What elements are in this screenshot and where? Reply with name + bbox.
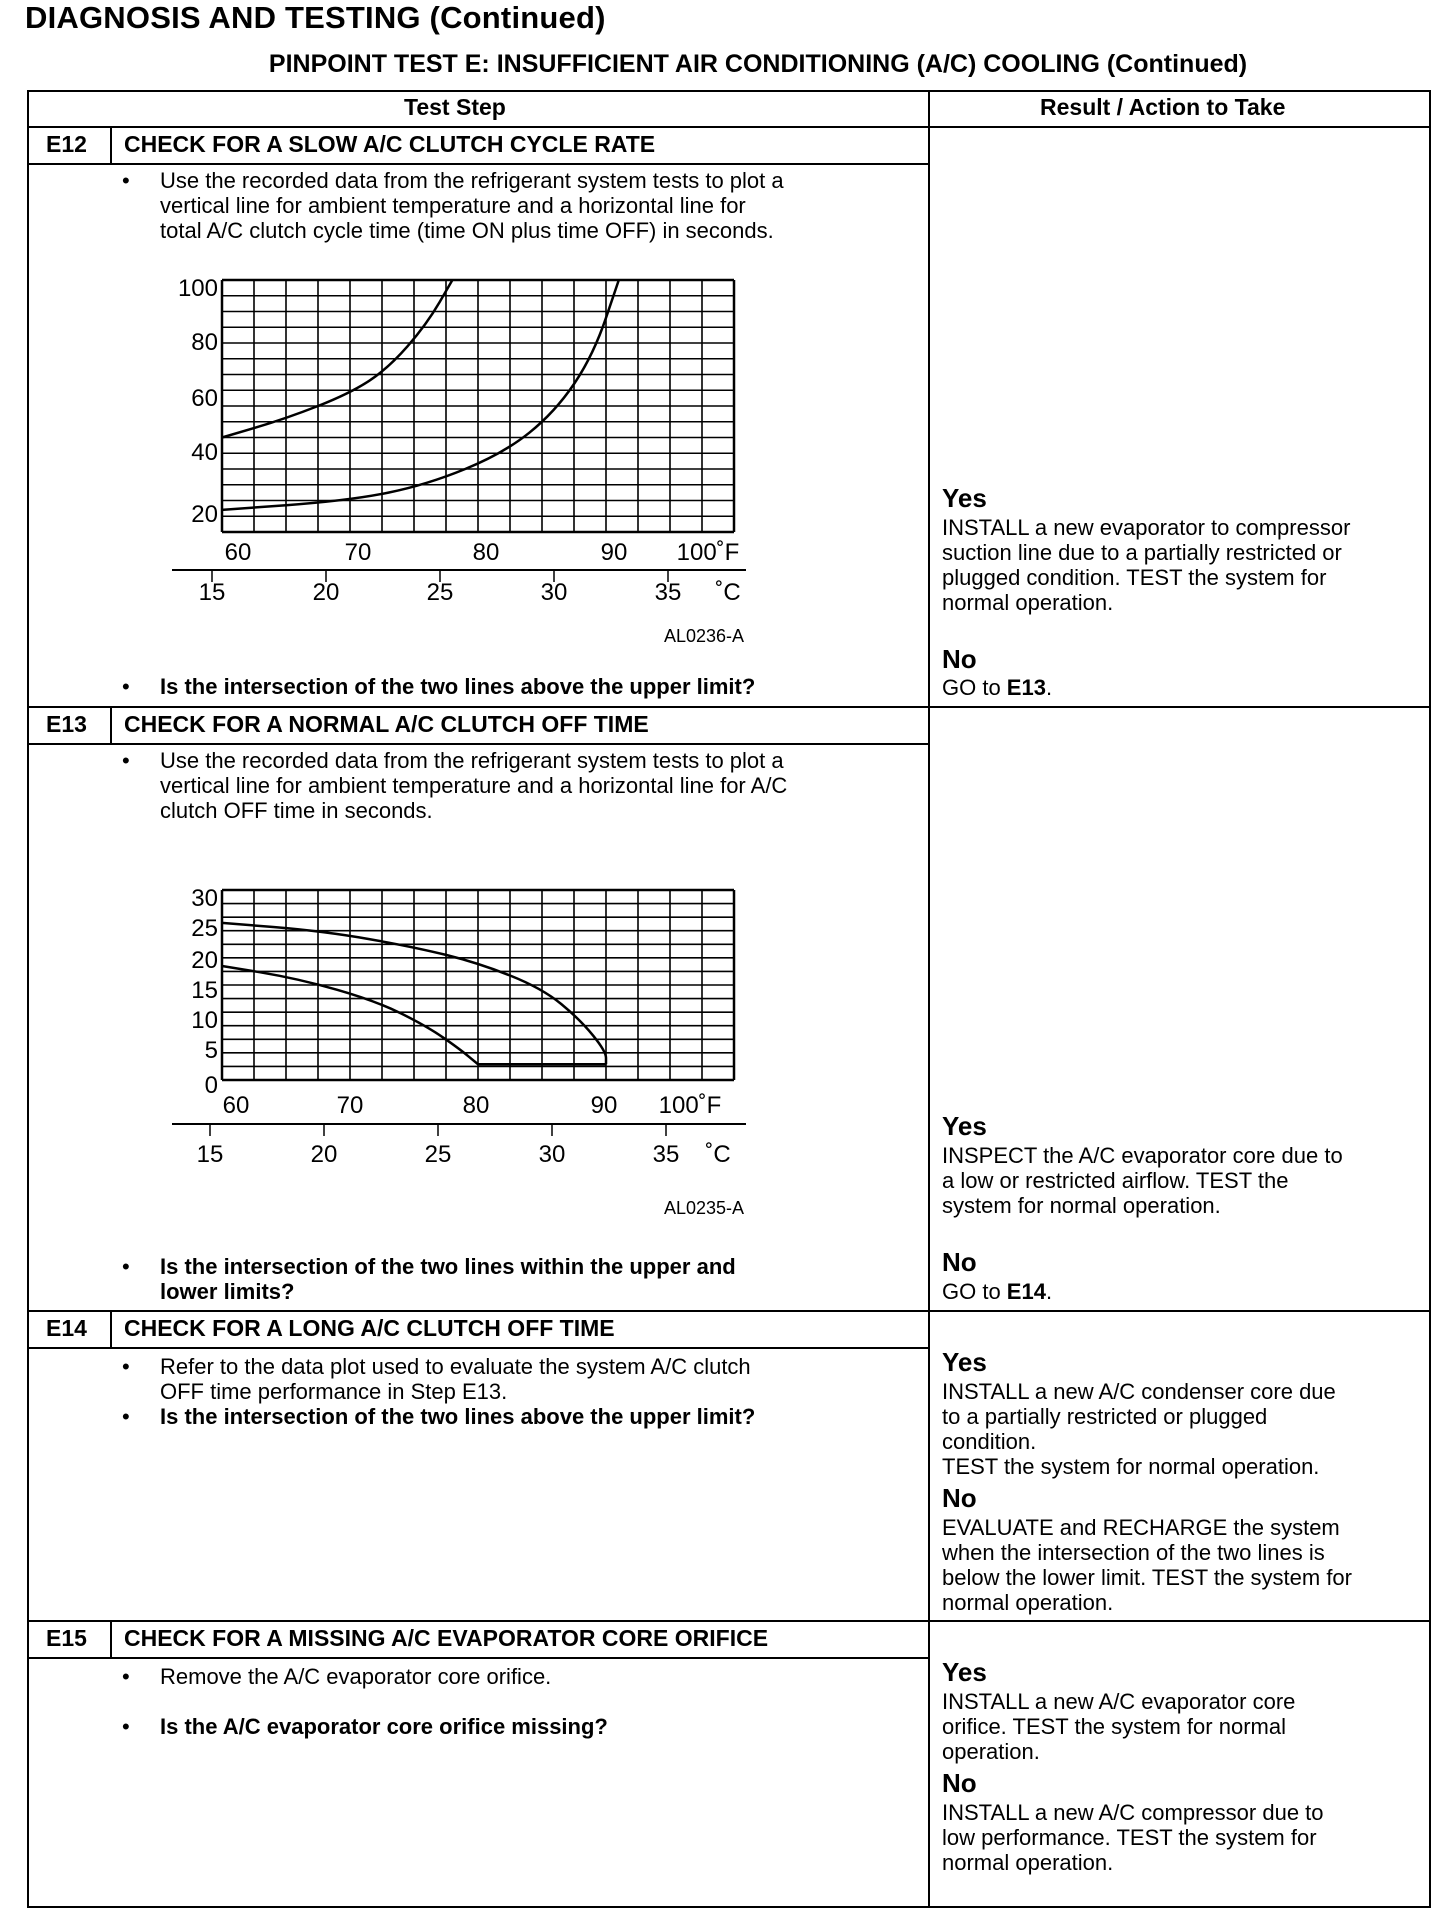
y-tick-label: 20 bbox=[191, 947, 218, 974]
no-label: No bbox=[942, 1483, 977, 1513]
no-text: when the intersection of the two lines is bbox=[942, 1540, 1325, 1565]
step-reference[interactable]: E14 bbox=[1006, 1279, 1046, 1304]
bullet: • bbox=[122, 1354, 130, 1379]
yes-label: Yes bbox=[942, 1657, 987, 1687]
step-code: E15 bbox=[46, 1625, 87, 1651]
x-tick-label-c: 20 bbox=[312, 579, 340, 606]
x-tick-label-c: 25 bbox=[426, 579, 454, 606]
yes-text: orifice. TEST the system for normal bbox=[942, 1714, 1286, 1739]
yes-label: Yes bbox=[942, 483, 987, 513]
step-code: E12 bbox=[46, 131, 87, 157]
x-tick-label-f: 90 bbox=[590, 1092, 618, 1119]
no-text: INSTALL a new A/C compressor due to bbox=[942, 1800, 1324, 1825]
x-axis-unit-c: ˚C bbox=[705, 1141, 731, 1168]
no-label: No bbox=[942, 1247, 977, 1277]
bullet: • bbox=[122, 168, 130, 193]
step-question: Is the intersection of the two lines above the upper limit? bbox=[160, 1404, 756, 1429]
step-text: Use the recorded data from the refrigerant system tests to plot a bbox=[160, 748, 784, 773]
step-text: vertical line for ambient temperature and a horizontal line for A/C bbox=[160, 773, 788, 798]
y-tick-label: 80 bbox=[191, 329, 218, 356]
limit-curve bbox=[222, 280, 619, 510]
step-question: Is the intersection of the two lines within the upper and bbox=[160, 1254, 736, 1279]
e14-rule bbox=[27, 1310, 1431, 1312]
clutch-cycle-chart bbox=[150, 270, 770, 650]
x-tick-label-c: 25 bbox=[424, 1141, 452, 1168]
x-tick-label-c: 15 bbox=[196, 1141, 224, 1168]
step-text: vertical line for ambient temperature and a horizontal line for bbox=[160, 193, 746, 218]
yes-text: a low or restricted airflow. TEST the bbox=[942, 1168, 1289, 1193]
no-text: EVALUATE and RECHARGE the system bbox=[942, 1515, 1340, 1540]
yes-text: suction line due to a partially restricted or bbox=[942, 540, 1342, 565]
e15-title-rule bbox=[27, 1657, 929, 1659]
plot-grid bbox=[222, 280, 734, 532]
figure-id-label: AL0235-A bbox=[663, 1198, 744, 1218]
plot-grid bbox=[222, 890, 734, 1080]
x-tick-label-c: 20 bbox=[310, 1141, 338, 1168]
y-tick-label: 60 bbox=[191, 385, 218, 412]
yes-text: TEST the system for normal operation. bbox=[942, 1454, 1320, 1479]
yes-text: INSTALL a new A/C condenser core due bbox=[942, 1379, 1336, 1404]
x-tick-label-c: 30 bbox=[540, 579, 568, 606]
no-text: below the lower limit. TEST the system for bbox=[942, 1565, 1352, 1590]
step-title: CHECK FOR A NORMAL A/C CLUTCH OFF TIME bbox=[124, 711, 649, 737]
no-text: GO to E13. bbox=[942, 675, 1053, 700]
bullet: • bbox=[122, 674, 130, 699]
yes-text: operation. bbox=[942, 1739, 1040, 1764]
clutch-off-time-chart bbox=[150, 880, 770, 1240]
no-label: No bbox=[942, 1768, 977, 1798]
no-text: normal operation. bbox=[942, 1590, 1114, 1615]
e13-rule bbox=[27, 706, 1431, 708]
yes-label: Yes bbox=[942, 1347, 987, 1377]
x-axis-unit-f: 100˚F bbox=[676, 539, 740, 566]
step-text: Refer to the data plot used to evaluate the system A/C clutch bbox=[160, 1354, 751, 1379]
yes-text: plugged condition. TEST the system for bbox=[942, 565, 1327, 590]
yes-text: to a partially restricted or plugged bbox=[942, 1404, 1268, 1429]
step-text: clutch OFF time in seconds. bbox=[160, 798, 433, 823]
step-text: Remove the A/C evaporator core orifice. bbox=[160, 1664, 552, 1689]
yes-text: condition. bbox=[942, 1429, 1037, 1454]
x-tick-label-f: 80 bbox=[462, 1092, 490, 1119]
no-label: No bbox=[942, 644, 977, 674]
code-divider-e14 bbox=[110, 1311, 112, 1349]
e13-title-rule bbox=[27, 743, 929, 745]
y-tick-label: 30 bbox=[191, 885, 218, 912]
y-tick-label: 100 bbox=[177, 275, 218, 302]
step-text: total A/C clutch cycle time (time ON plus time OFF) in seconds. bbox=[160, 218, 774, 243]
e14-title-rule bbox=[27, 1347, 929, 1349]
code-divider-e13 bbox=[110, 707, 112, 745]
step-question: lower limits? bbox=[160, 1279, 295, 1304]
column-divider bbox=[928, 90, 930, 1908]
bullet: • bbox=[122, 1664, 130, 1689]
y-tick-label: 0 bbox=[204, 1072, 218, 1099]
yes-label: Yes bbox=[942, 1111, 987, 1141]
step-question: Is the intersection of the two lines above the upper limit? bbox=[160, 674, 756, 699]
y-tick-label: 15 bbox=[191, 977, 218, 1004]
y-tick-label: 20 bbox=[191, 501, 218, 528]
step-title: CHECK FOR A LONG A/C CLUTCH OFF TIME bbox=[124, 1315, 615, 1341]
x-tick-label-f: 90 bbox=[600, 539, 628, 566]
step-question: Is the A/C evaporator core orifice missing? bbox=[160, 1714, 608, 1739]
x-tick-label-c: 15 bbox=[198, 579, 226, 606]
e12-title-rule bbox=[27, 163, 929, 165]
page-title: DIAGNOSIS AND TESTING (Continued) bbox=[25, 0, 606, 35]
pinpoint-test-title: PINPOINT TEST E: INSUFFICIENT AIR CONDITIONING (A/C) COOLING (Continued) bbox=[268, 50, 1248, 78]
code-divider-e12 bbox=[110, 127, 112, 165]
x-axis-unit-f: 100˚F bbox=[658, 1092, 722, 1119]
x-tick-label-f: 80 bbox=[472, 539, 500, 566]
step-title: CHECK FOR A MISSING A/C EVAPORATOR CORE ORIFICE bbox=[124, 1625, 769, 1651]
step-text: OFF time performance in Step E13. bbox=[160, 1379, 508, 1404]
no-text: low performance. TEST the system for bbox=[942, 1825, 1317, 1850]
code-divider-e15 bbox=[110, 1621, 112, 1659]
y-tick-label: 25 bbox=[191, 915, 218, 942]
bullet: • bbox=[122, 1404, 130, 1429]
yes-text: INSTALL a new A/C evaporator core bbox=[942, 1689, 1296, 1714]
x-tick-label-c: 30 bbox=[538, 1141, 566, 1168]
x-tick-label-f: 60 bbox=[224, 539, 252, 566]
yes-text: INSPECT the A/C evaporator core due to bbox=[942, 1143, 1343, 1168]
bullet: • bbox=[122, 1714, 130, 1739]
result-header: Result / Action to Take bbox=[1040, 94, 1286, 120]
yes-text: system for normal operation. bbox=[942, 1193, 1221, 1218]
y-tick-label: 40 bbox=[191, 439, 218, 466]
step-text: Use the recorded data from the refrigerant system tests to plot a bbox=[160, 168, 784, 193]
yes-text: normal operation. bbox=[942, 590, 1114, 615]
yes-text: INSTALL a new evaporator to compressor bbox=[942, 515, 1351, 540]
no-text: GO to E14. bbox=[942, 1279, 1053, 1304]
step-code: E13 bbox=[46, 711, 87, 737]
x-tick-label-c: 35 bbox=[654, 579, 682, 606]
y-tick-label: 5 bbox=[204, 1037, 218, 1064]
x-tick-label-f: 70 bbox=[344, 539, 372, 566]
header-rule bbox=[27, 126, 1431, 128]
figure-id-label: AL0236-A bbox=[663, 626, 744, 646]
step-reference[interactable]: E13 bbox=[1006, 675, 1046, 700]
no-text: normal operation. bbox=[942, 1850, 1114, 1875]
x-tick-label-f: 60 bbox=[222, 1092, 250, 1119]
test-step-header: Test Step bbox=[404, 94, 506, 120]
step-code: E14 bbox=[46, 1315, 87, 1341]
e15-rule bbox=[27, 1620, 1431, 1622]
x-axis-unit-c: ˚C bbox=[715, 579, 741, 606]
bullet: • bbox=[122, 1254, 130, 1279]
step-title: CHECK FOR A SLOW A/C CLUTCH CYCLE RATE bbox=[124, 131, 656, 157]
y-tick-label: 10 bbox=[191, 1007, 218, 1034]
bullet: • bbox=[122, 748, 130, 773]
x-tick-label-c: 35 bbox=[652, 1141, 680, 1168]
x-tick-label-f: 70 bbox=[336, 1092, 364, 1119]
